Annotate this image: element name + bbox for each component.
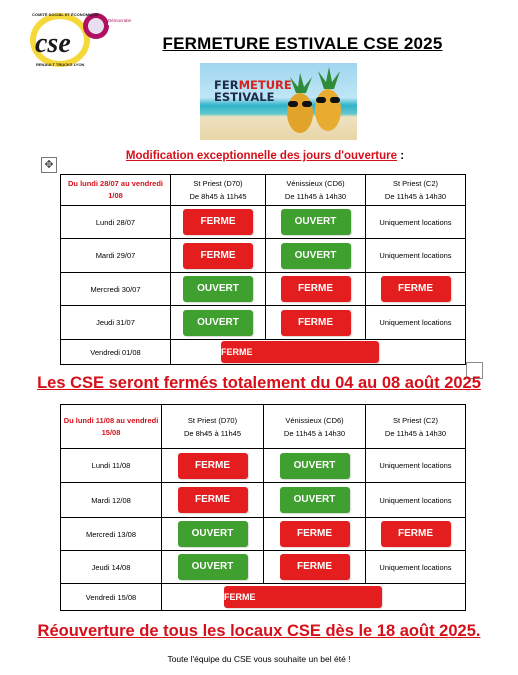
status-badge: FERME bbox=[183, 243, 253, 269]
day-cell: Jeudi 14/08 bbox=[61, 551, 162, 584]
logo-graphic bbox=[28, 8, 132, 70]
table-row bbox=[61, 206, 466, 239]
page-title: FERMETURE ESTIVALE CSE 2025 bbox=[162, 34, 443, 53]
table-row bbox=[61, 584, 466, 611]
day-cell: Mercredi 13/08 bbox=[61, 518, 162, 551]
table-row bbox=[61, 449, 466, 483]
day-cell: Vendredi 01/08 bbox=[61, 340, 171, 365]
day-cell: Mardi 12/08 bbox=[61, 483, 162, 518]
table-row bbox=[61, 273, 466, 306]
logo-bottom-text: RENAULT TRUCKS LYON bbox=[36, 62, 85, 67]
subtitle-underlined: Modification exceptionnelle des jours d'ouverture bbox=[125, 150, 398, 162]
status-badge: FERME bbox=[280, 554, 350, 580]
header-venissieux-cd6: Vénissieux (CD6) De 11h45 à 14h30 bbox=[266, 175, 366, 206]
locations-cell: Uniquement locations bbox=[366, 449, 466, 483]
subtitle-suffix: : bbox=[397, 150, 405, 162]
period-label: Du lundi 28/07 au vendredi 1/08 bbox=[61, 175, 171, 206]
cse-logo bbox=[28, 8, 132, 70]
status-badge: OUVERT bbox=[281, 209, 351, 235]
status-badge: OUVERT bbox=[183, 276, 253, 302]
locations-cell: Uniquement locations bbox=[366, 206, 466, 239]
schedule-subtitle bbox=[60, 150, 470, 162]
locations-cell: Uniquement locations bbox=[366, 239, 466, 273]
table-row bbox=[61, 551, 466, 584]
day-cell: Mardi 29/07 bbox=[61, 239, 171, 273]
status-badge: FERME bbox=[183, 209, 253, 235]
status-badge: FERME bbox=[221, 341, 379, 363]
schedule-table-1 bbox=[60, 174, 466, 365]
header-st-priest-d70: St Priest (D70) De 8h45 à 11h45 bbox=[171, 175, 266, 206]
status-badge: OUVERT bbox=[280, 487, 350, 513]
table-header-row bbox=[61, 405, 466, 449]
closure-notice: Les CSE seront fermés totalement du 04 au 08 août 2025 bbox=[37, 374, 481, 392]
header-venissieux-cd6: Vénissieux (CD6) De 11h45 à 14h30 bbox=[264, 405, 366, 449]
logo-ring-text: COMITÉ SOCIAL ET ÉCONOMIQUE bbox=[32, 12, 99, 17]
schedule-table-2 bbox=[60, 404, 466, 611]
table-row bbox=[61, 306, 466, 340]
banner-word1-a: FER bbox=[214, 78, 239, 92]
table-row bbox=[61, 483, 466, 518]
status-badge: FERME bbox=[381, 276, 451, 302]
day-cell: Jeudi 31/07 bbox=[61, 306, 171, 340]
table-move-handle[interactable]: ✥ bbox=[41, 157, 57, 173]
day-cell: Lundi 28/07 bbox=[61, 206, 171, 239]
logo-main-text: cse bbox=[35, 28, 71, 59]
logo-side-text: Démocratie bbox=[108, 18, 132, 23]
header-st-priest-c2: St Priest (C2) De 11h45 à 14h30 bbox=[366, 405, 466, 449]
day-cell: Vendredi 15/08 bbox=[61, 584, 162, 611]
reopening-notice: Réouverture de tous les locaux CSE dès le 18 août 2025. bbox=[37, 622, 481, 640]
banner-word2: ESTIVALE bbox=[214, 90, 275, 104]
status-badge: OUVERT bbox=[183, 310, 253, 336]
status-badge: OUVERT bbox=[281, 243, 351, 269]
table-row bbox=[61, 239, 466, 273]
header-st-priest-d70: St Priest (D70) De 8h45 à 11h45 bbox=[162, 405, 264, 449]
table-row bbox=[61, 340, 466, 365]
status-badge: FERME bbox=[224, 586, 382, 608]
status-badge: FERME bbox=[178, 453, 248, 479]
status-badge: FERME bbox=[280, 521, 350, 547]
status-badge: OUVERT bbox=[178, 554, 248, 580]
status-badge: OUVERT bbox=[280, 453, 350, 479]
status-badge: OUVERT bbox=[178, 521, 248, 547]
status-badge: FERME bbox=[281, 276, 351, 302]
table-row bbox=[61, 518, 466, 551]
header-st-priest-c2: St Priest (C2) De 11h45 à 14h30 bbox=[366, 175, 466, 206]
day-cell: Lundi 11/08 bbox=[61, 449, 162, 483]
footer-message: Toute l'équipe du CSE vous souhaite un bel été ! bbox=[167, 654, 351, 664]
locations-cell: Uniquement locations bbox=[366, 551, 466, 584]
locations-cell: Uniquement locations bbox=[366, 483, 466, 518]
status-badge: FERME bbox=[281, 310, 351, 336]
summer-banner-image bbox=[200, 63, 357, 140]
status-badge: FERME bbox=[381, 521, 451, 547]
pineapples-graphic bbox=[200, 63, 357, 140]
banner-word1-b: METURE bbox=[238, 78, 292, 92]
locations-cell: Uniquement locations bbox=[366, 306, 466, 340]
day-cell: Mercredi 30/07 bbox=[61, 273, 171, 306]
table-header-row bbox=[61, 175, 466, 206]
status-badge: FERME bbox=[178, 487, 248, 513]
period-label: Du lundi 11/08 au vendredi 15/08 bbox=[61, 405, 162, 449]
